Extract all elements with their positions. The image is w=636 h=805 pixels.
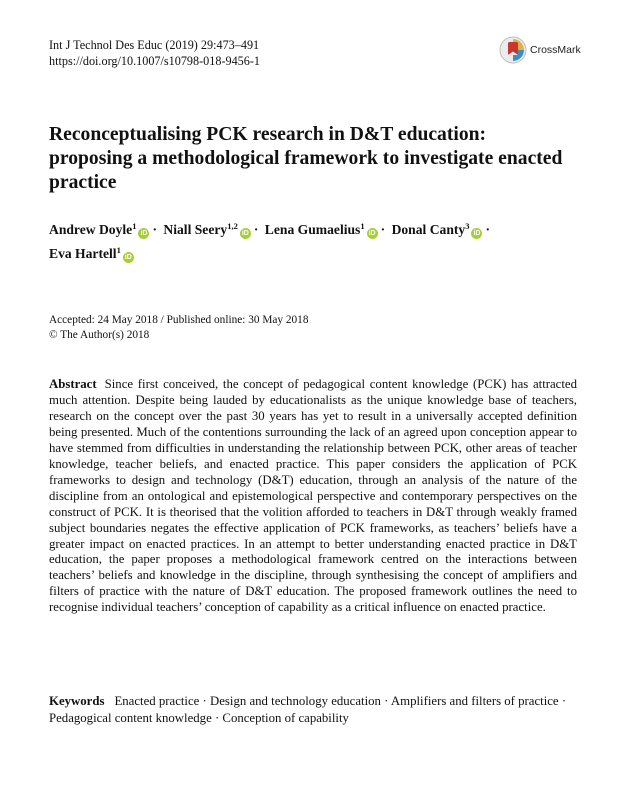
paper-title: Reconceptualising PCK research in D&T education: proposing a methodological framework to investigate enacted practice	[49, 124, 563, 193]
abstract-heading: Abstract	[49, 377, 97, 391]
keywords-heading: Keywords	[49, 694, 105, 708]
author-separator: ·	[253, 222, 259, 237]
author-affiliation: 1	[116, 245, 121, 255]
orcid-icon[interactable]: iD	[241, 230, 249, 237]
abstract-text: Since first conceived, the concept of pedagogical content knowledge (PCK) has attracted much attention. Despite being lauded by educationalists as the unique knowledge base of teachers, research on the concept over the past 30 years has yet to result in a universally accepted definition being presented. Much of the contentions surrounding the lack of an agreed upon conception appear to have stemmed from difficulties in understanding the relationship between PCK, other areas of teacher knowledge, teacher beliefs, and enacted practice. This paper considers the application of PCK frameworks to design and technology (D&T) education, through an analysis of the nature of the discipline from an ontological and epistemological perspective and contemporary perspectives on the construct of PCK. It is theorised that the volition afforded to teachers in D&T through weakly framed subject boundaries negates the effective application of PCK frameworks, as teachers’ beliefs have a greater impact on enacted practices. In an attempt to better understanding enacted practice in D&T education, the paper proposes a methodological framework centred on the interactions between teachers’ beliefs and knowledge in the discipline, through synthesising the concept of amplifiers and filters of practice with the nature of D&T education. The proposed framework outlines the need to recognise individual teachers’ conception of capability as a critical influence on enacted practice.	[49, 377, 577, 615]
journal-citation: Int J Technol Des Educ (2019) 29:473–491	[49, 38, 260, 52]
author-name: Eva Hartell	[49, 246, 117, 261]
journal-header	[49, 38, 260, 69]
crossmark-icon	[499, 36, 527, 64]
orcid-icon[interactable]: iD	[368, 230, 376, 237]
keywords	[49, 693, 577, 727]
crossmark-badge[interactable]	[499, 36, 581, 64]
author-name: Donal Canty	[391, 222, 466, 237]
author-name: Niall Seery	[163, 222, 228, 237]
orcid-icon[interactable]: iD	[473, 230, 481, 237]
author-affiliation: 1	[132, 221, 137, 231]
publication-dates	[49, 313, 308, 343]
crossmark-label: CrossMark	[530, 44, 581, 56]
keywords-text: Enacted practice · Design and technology education · Amplifiers and filters of practice · Pedagogical content knowledge · Conception of capability	[49, 694, 567, 725]
author-name: Andrew Doyle	[49, 222, 133, 237]
author-separator: ·	[152, 222, 157, 237]
copyright-line: © The Author(s) 2018	[49, 329, 150, 341]
author-name: Lena Gumaelius	[264, 222, 361, 237]
author-affiliation: 1,2	[227, 221, 238, 231]
accepted-published-line: Accepted: 24 May 2018 / Published online: 30 May 2018	[49, 314, 309, 326]
author-separator: ·	[485, 222, 491, 237]
author-list	[49, 216, 589, 264]
doi-link[interactable]: https://doi.org/10.1007/s10798-018-9456-1	[49, 53, 261, 68]
author-affiliation: 3	[465, 221, 470, 231]
orcid-icon[interactable]: iD	[124, 254, 132, 261]
author-separator: ·	[380, 222, 386, 237]
orcid-icon[interactable]: iD	[140, 230, 148, 237]
author-affiliation: 1	[360, 221, 365, 231]
abstract	[49, 377, 577, 616]
